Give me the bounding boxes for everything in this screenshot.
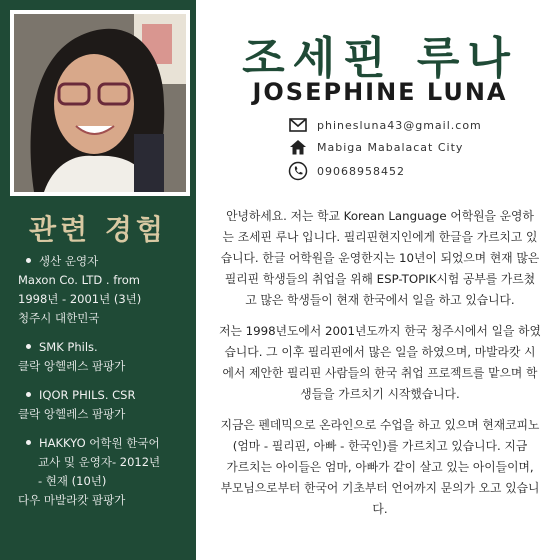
experience-line: IQOR PHILS. CSR bbox=[39, 388, 136, 402]
experience-line: 생산 운영자 bbox=[39, 254, 99, 268]
experience-line: 클락 앙헬레스 팜팡가 bbox=[18, 407, 126, 421]
intro-text bbox=[206, 206, 554, 530]
contact-email-row bbox=[287, 114, 537, 136]
profile-photo bbox=[14, 14, 186, 192]
experience-line: HAKKYO 어학원 한국어 bbox=[39, 436, 160, 450]
experience-item bbox=[18, 252, 194, 328]
experience-line: SMK Phils. bbox=[39, 340, 98, 354]
experience-line: 클락 앙헬레스 팜팡가 bbox=[18, 359, 126, 373]
intro-paragraph: 안녕하세요. 저는 학교 Korean Language 어학원을 운영하 는 조세핀 루나 입니다. 필리핀현지인에게 한글을 가르치고 있 습니다. 한글 어학원을 운영한지는 10년이 되었으며 현재 많은 필리핀 학생들의 취업을 위해 ESP-TOPIK시험 공부를 가르쳤 고 많은 학생들이 현재 한국에서 일을 하고 있습니다. bbox=[220, 209, 540, 307]
experience-line: 다우 마발라캇 팜팡가 bbox=[18, 493, 126, 507]
intro-paragraph: 지금은 펜데믹으로 온라인으로 수업을 하고 있으며 현재코피노 (엄마 - 필리핀, 아빠 - 한국인)를 가르치고 있습니다. 지금 가르치는 아이들은 엄마, 아빠가 같이 살고 있는 아이들이며, 부모님으로부터 한국어 기초부터 언어까지 문의가 오고 있습니 다. bbox=[220, 418, 540, 516]
phone-icon bbox=[287, 160, 309, 182]
contact-phone-row bbox=[287, 160, 537, 182]
intro-paragraph: 저는 1998년도에서 2001년도까지 한국 청주시에서 일을 하였 습니다. 그 이후 필리핀에서 많은 일을 하였으며, 마발라캇 시 에서 제안한 필리핀 사람들의 한국 취업 프로젝트를 맡으며 학 생들을 가르치기 시작했습니다. bbox=[219, 324, 541, 401]
experience-line: 청주시 대한민국 bbox=[18, 311, 100, 325]
name-korean: 조세핀 루나 bbox=[242, 33, 518, 84]
section-title-experience: 관련 경험 bbox=[29, 213, 167, 246]
house-icon bbox=[287, 136, 309, 158]
contact-address: Mabiga Mabalacat City bbox=[317, 140, 464, 154]
profile-photo-frame bbox=[10, 10, 190, 196]
contact-phone[interactable]: 09068958452 bbox=[317, 164, 405, 178]
contact-email[interactable]: phinesluna43@gmail.com bbox=[317, 118, 482, 132]
bullet-icon bbox=[26, 392, 31, 397]
experience-line: - 현재 (10년) bbox=[38, 474, 107, 488]
bullet-icon bbox=[26, 440, 31, 445]
experience-line: Maxon Co. LTD . from bbox=[18, 273, 141, 287]
sidebar bbox=[0, 0, 196, 560]
bullet-icon bbox=[26, 344, 31, 349]
experience-item bbox=[18, 338, 194, 376]
experience-line: 1998년 - 2001년 (3년) bbox=[18, 292, 142, 306]
experience-item bbox=[18, 434, 194, 510]
experience-list bbox=[18, 252, 194, 520]
bullet-icon bbox=[26, 258, 31, 263]
contact-address-row bbox=[287, 136, 537, 158]
envelope-icon bbox=[287, 114, 309, 136]
experience-item bbox=[18, 386, 194, 424]
experience-line: 교사 및 운영자- 2012년 bbox=[38, 455, 161, 469]
name-english: JOSEPHINE LUNA bbox=[252, 78, 508, 106]
